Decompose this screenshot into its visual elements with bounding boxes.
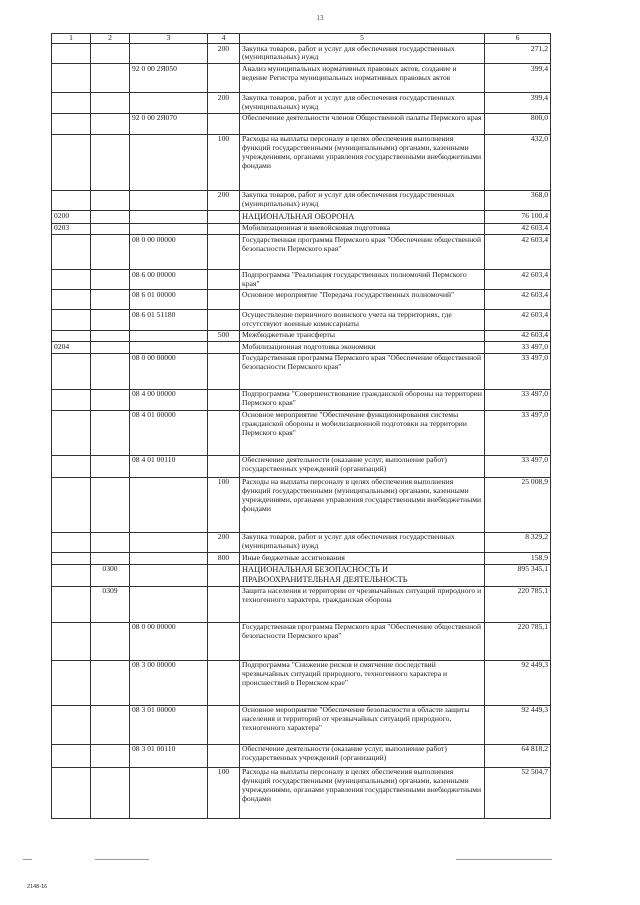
cell-section-code bbox=[52, 586, 91, 622]
cell-expense-type: 500 bbox=[208, 330, 240, 341]
cell-target-code bbox=[130, 532, 208, 552]
cell-expense-type bbox=[208, 270, 240, 290]
table-row bbox=[52, 44, 551, 64]
table-row bbox=[52, 553, 551, 564]
cell-expense-type bbox=[208, 64, 240, 93]
cell-subsection-code bbox=[91, 64, 130, 93]
cell-description: Анализ муниципальных нормативных правовых актов, создание и ведение Регистра муниципальных нормативных правовых актов bbox=[240, 64, 485, 93]
cell-description: Расходы на выплаты персоналу в целях обеспечения выполнения функций государственными (муниципальными) органами, казенными учреждениями, органами управления государственными внебюджетными фондами bbox=[240, 767, 485, 818]
cell-expense-type: 800 bbox=[208, 553, 240, 564]
table-row bbox=[52, 622, 551, 660]
cell-subsection-code bbox=[91, 353, 130, 389]
cell-section-code bbox=[52, 389, 91, 410]
table-row bbox=[52, 705, 551, 744]
budget-table bbox=[51, 33, 551, 819]
cell-subsection-code bbox=[91, 223, 130, 234]
cell-target-code bbox=[130, 211, 208, 223]
cell-section-code bbox=[52, 113, 91, 134]
cell-section-code: 0200 bbox=[52, 211, 91, 223]
cell-amount: 432,0 bbox=[485, 134, 551, 190]
cell-target-code: 08 3 01 00110 bbox=[130, 744, 208, 767]
cell-amount: 42 603,4 bbox=[485, 290, 551, 310]
cell-subsection-code bbox=[91, 235, 130, 270]
cell-section-code bbox=[52, 290, 91, 310]
cell-expense-type bbox=[208, 705, 240, 744]
cell-section-code bbox=[52, 477, 91, 532]
cell-subsection-code bbox=[91, 389, 130, 410]
table-row bbox=[52, 310, 551, 330]
cell-description: Государственная программа Пермского края "Обеспечение общественной безопасности Пермского края" bbox=[240, 235, 485, 270]
table-row bbox=[52, 290, 551, 310]
cell-subsection-code bbox=[91, 477, 130, 532]
cell-amount: 42 603,4 bbox=[485, 235, 551, 270]
cell-subsection-code bbox=[91, 270, 130, 290]
cell-target-code bbox=[130, 342, 208, 353]
cell-target-code bbox=[130, 93, 208, 113]
cell-expense-type bbox=[208, 622, 240, 660]
cell-subsection-code bbox=[91, 44, 130, 64]
cell-section-code bbox=[52, 564, 91, 586]
cell-expense-type bbox=[208, 235, 240, 270]
cell-subsection-code bbox=[91, 93, 130, 113]
cell-expense-type bbox=[208, 113, 240, 134]
cell-target-code: 08 4 01 00000 bbox=[130, 410, 208, 455]
table-row bbox=[52, 564, 551, 586]
cell-target-code: 92 0 00 2Я050 bbox=[130, 64, 208, 93]
cell-target-code: 08 6 01 51180 bbox=[130, 310, 208, 330]
cell-subsection-code bbox=[91, 410, 130, 455]
cell-amount: 800,0 bbox=[485, 113, 551, 134]
cell-subsection-code bbox=[91, 553, 130, 564]
cell-expense-type bbox=[208, 744, 240, 767]
cell-subsection-code bbox=[91, 190, 130, 210]
cell-target-code: 08 4 00 00000 bbox=[130, 389, 208, 410]
table-row bbox=[52, 235, 551, 270]
cell-section-code bbox=[52, 532, 91, 552]
cell-target-code: 08 6 00 00000 bbox=[130, 270, 208, 290]
cell-section-code bbox=[52, 64, 91, 93]
cell-target-code bbox=[130, 223, 208, 234]
cell-section-code bbox=[52, 330, 91, 341]
cell-subsection-code bbox=[91, 113, 130, 134]
cell-description: НАЦИОНАЛЬНАЯ БЕЗОПАСНОСТЬ И ПРАВООХРАНИТЕЛЬНАЯ ДЕЯТЕЛЬНОСТЬ bbox=[240, 564, 485, 586]
cell-target-code bbox=[130, 477, 208, 532]
cell-expense-type bbox=[208, 353, 240, 389]
cell-section-code bbox=[52, 410, 91, 455]
cell-target-code bbox=[130, 586, 208, 622]
cell-expense-type: 200 bbox=[208, 532, 240, 552]
cell-amount: 271,2 bbox=[485, 44, 551, 64]
cell-amount: 33 497,0 bbox=[485, 455, 551, 477]
table-row bbox=[52, 211, 551, 223]
cell-expense-type bbox=[208, 223, 240, 234]
table-body bbox=[52, 44, 551, 819]
table-row bbox=[52, 330, 551, 341]
cell-description: Расходы на выплаты персоналу в целях обеспечения выполнения функций государственными (муниципальными) органами, казенными учреждениями, органами управления государственными внебюджетными фондами bbox=[240, 134, 485, 190]
scan-mark-mid bbox=[95, 859, 149, 860]
cell-target-code bbox=[130, 44, 208, 64]
cell-amount: 399,4 bbox=[485, 64, 551, 93]
cell-amount: 92 449,3 bbox=[485, 705, 551, 744]
cell-section-code bbox=[52, 44, 91, 64]
cell-target-code bbox=[130, 767, 208, 818]
cell-target-code bbox=[130, 190, 208, 210]
cell-description: Государственная программа Пермского края "Обеспечение общественной безопасности Пермского края" bbox=[240, 622, 485, 660]
header-col-3: 3 bbox=[130, 34, 208, 44]
cell-expense-type bbox=[208, 455, 240, 477]
cell-description: Защита населения и территории от чрезвычайных ситуаций природного и техногенного характера, гражданская оборона bbox=[240, 586, 485, 622]
cell-amount: 399,4 bbox=[485, 93, 551, 113]
cell-target-code: 08 0 00 00000 bbox=[130, 622, 208, 660]
cell-target-code: 92 0 00 2Я070 bbox=[130, 113, 208, 134]
cell-section-code bbox=[52, 660, 91, 705]
cell-amount: 52 504,7 bbox=[485, 767, 551, 818]
cell-subsection-code bbox=[91, 660, 130, 705]
cell-section-code bbox=[52, 622, 91, 660]
cell-description: Иные бюджетные ассигнования bbox=[240, 553, 485, 564]
cell-target-code bbox=[130, 564, 208, 586]
header-col-1: 1 bbox=[52, 34, 91, 44]
cell-amount: 64 818,2 bbox=[485, 744, 551, 767]
cell-description: Закупка товаров, работ и услуг для обеспечения государственных (муниципальных) нужд bbox=[240, 190, 485, 210]
cell-amount: 33 497,0 bbox=[485, 353, 551, 389]
table-row bbox=[52, 353, 551, 389]
cell-expense-type bbox=[208, 310, 240, 330]
table-row bbox=[52, 586, 551, 622]
cell-expense-type: 100 bbox=[208, 767, 240, 818]
header-col-6: 6 bbox=[485, 34, 551, 44]
cell-expense-type: 100 bbox=[208, 134, 240, 190]
cell-amount: 220 785,1 bbox=[485, 622, 551, 660]
cell-amount: 33 497,0 bbox=[485, 389, 551, 410]
table-row bbox=[52, 532, 551, 552]
cell-description: Мобилизационная и вневойсковая подготовка bbox=[240, 223, 485, 234]
cell-target-code bbox=[130, 553, 208, 564]
cell-section-code bbox=[52, 744, 91, 767]
table-row bbox=[52, 767, 551, 818]
cell-subsection-code bbox=[91, 622, 130, 660]
table-row bbox=[52, 744, 551, 767]
cell-amount: 42 603,4 bbox=[485, 310, 551, 330]
header-col-5: 5 bbox=[240, 34, 485, 44]
cell-amount: 33 497,0 bbox=[485, 410, 551, 455]
cell-expense-type: 200 bbox=[208, 190, 240, 210]
cell-amount: 42 603,4 bbox=[485, 223, 551, 234]
cell-section-code bbox=[52, 353, 91, 389]
cell-target-code: 08 6 01 00000 bbox=[130, 290, 208, 310]
cell-amount: 220 785,1 bbox=[485, 586, 551, 622]
cell-amount: 76 100,4 bbox=[485, 211, 551, 223]
table-row bbox=[52, 477, 551, 532]
table-row bbox=[52, 389, 551, 410]
cell-section-code bbox=[52, 190, 91, 210]
cell-subsection-code bbox=[91, 134, 130, 190]
cell-amount: 33 497,0 bbox=[485, 342, 551, 353]
cell-expense-type bbox=[208, 586, 240, 622]
cell-description: Закупка товаров, работ и услуг для обеспечения государственных (муниципальных) нужд bbox=[240, 44, 485, 64]
cell-amount: 92 449,3 bbox=[485, 660, 551, 705]
cell-section-code bbox=[52, 455, 91, 477]
scan-mark-left bbox=[23, 859, 32, 860]
table-row bbox=[52, 270, 551, 290]
cell-subsection-code bbox=[91, 342, 130, 353]
cell-description: Основное мероприятие "Обеспечение безопасности в области защиты населения и территорий от чрезвычайных ситуаций природного, техногенного характера" bbox=[240, 705, 485, 744]
cell-description: Обеспечение деятельности (оказание услуг, выполнение работ) государственных учреждений (организаций) bbox=[240, 455, 485, 477]
cell-description: Межбюджетные трансферты bbox=[240, 330, 485, 341]
cell-amount: 42 603,4 bbox=[485, 270, 551, 290]
cell-section-code bbox=[52, 93, 91, 113]
cell-expense-type: 100 bbox=[208, 477, 240, 532]
cell-expense-type bbox=[208, 564, 240, 586]
cell-expense-type: 200 bbox=[208, 44, 240, 64]
cell-target-code: 08 3 01 00000 bbox=[130, 705, 208, 744]
cell-description: Государственная программа Пермского края "Обеспечение общественной безопасности Пермского края" bbox=[240, 353, 485, 389]
cell-expense-type bbox=[208, 290, 240, 310]
cell-section-code bbox=[52, 134, 91, 190]
page-number: 13 bbox=[316, 14, 324, 22]
cell-subsection-code: 0300 bbox=[91, 564, 130, 586]
cell-subsection-code bbox=[91, 744, 130, 767]
cell-target-code bbox=[130, 330, 208, 341]
cell-target-code: 08 4 01 00110 bbox=[130, 455, 208, 477]
table-row bbox=[52, 660, 551, 705]
cell-amount: 368,0 bbox=[485, 190, 551, 210]
table-row bbox=[52, 190, 551, 210]
cell-expense-type: 200 bbox=[208, 93, 240, 113]
cell-section-code: 0203 bbox=[52, 223, 91, 234]
cell-description: Основное мероприятие "Передача государственных полномочий" bbox=[240, 290, 485, 310]
cell-description: Закупка товаров, работ и услуг для обеспечения государственных (муниципальных) нужд bbox=[240, 93, 485, 113]
cell-description: Обеспечение деятельности членов Общественной палаты Пермского края bbox=[240, 113, 485, 134]
cell-description: Мобилизационная подготовка экономики bbox=[240, 342, 485, 353]
cell-expense-type bbox=[208, 389, 240, 410]
cell-section-code bbox=[52, 553, 91, 564]
cell-amount: 8 329,2 bbox=[485, 532, 551, 552]
cell-amount: 158,9 bbox=[485, 553, 551, 564]
table-row bbox=[52, 410, 551, 455]
cell-description: Осуществление первичного воинского учета на территориях, где отсутствуют военные комиссариаты bbox=[240, 310, 485, 330]
document-footer-code: 2148-16 bbox=[27, 884, 48, 890]
cell-expense-type bbox=[208, 660, 240, 705]
cell-subsection-code bbox=[91, 290, 130, 310]
cell-description: Обеспечение деятельности (оказание услуг, выполнение работ) государственных учреждений (организаций) bbox=[240, 744, 485, 767]
table-row bbox=[52, 93, 551, 113]
cell-subsection-code: 0309 bbox=[91, 586, 130, 622]
table-row bbox=[52, 455, 551, 477]
cell-description: Расходы на выплаты персоналу в целях обеспечения выполнения функций государственными (муниципальными) органами, казенными учреждениями, органами управления государственными внебюджетными фондами bbox=[240, 477, 485, 532]
header-row bbox=[52, 34, 551, 44]
cell-amount: 25 008,9 bbox=[485, 477, 551, 532]
header-col-4: 4 bbox=[208, 34, 240, 44]
cell-target-code: 08 3 00 00000 bbox=[130, 660, 208, 705]
cell-subsection-code bbox=[91, 705, 130, 744]
cell-description: Закупка товаров, работ и услуг для обеспечения государственных (муниципальных) нужд bbox=[240, 532, 485, 552]
cell-target-code bbox=[130, 134, 208, 190]
cell-section-code bbox=[52, 310, 91, 330]
cell-amount: 42 603,4 bbox=[485, 330, 551, 341]
scan-mark-right bbox=[456, 859, 552, 860]
cell-description: Подпрограмма "Реализация государственных полномочий Пермского края" bbox=[240, 270, 485, 290]
cell-section-code bbox=[52, 235, 91, 270]
table-header bbox=[52, 34, 551, 44]
table-row bbox=[52, 113, 551, 134]
cell-target-code: 08 0 00 00000 bbox=[130, 353, 208, 389]
cell-target-code: 08 0 00 00000 bbox=[130, 235, 208, 270]
cell-amount: 895 345,1 bbox=[485, 564, 551, 586]
cell-description: НАЦИОНАЛЬНАЯ ОБОРОНА bbox=[240, 211, 485, 223]
cell-subsection-code bbox=[91, 455, 130, 477]
cell-subsection-code bbox=[91, 330, 130, 341]
cell-description: Подпрограмма "Снижение рисков и смягчение последствий чрезвычайных ситуаций природного, техногенного характера и происшествий в Пермском крае" bbox=[240, 660, 485, 705]
cell-subsection-code bbox=[91, 211, 130, 223]
table-row bbox=[52, 223, 551, 234]
cell-description: Подпрограмма "Совершенствование гражданской обороны на территории Пермского края" bbox=[240, 389, 485, 410]
cell-description: Основное мероприятие "Обеспечение функционирования системы гражданской обороны и мобилизационной подготовки на территории Пермского края" bbox=[240, 410, 485, 455]
cell-expense-type bbox=[208, 342, 240, 353]
table-row bbox=[52, 134, 551, 190]
table-row bbox=[52, 64, 551, 93]
cell-section-code: 0204 bbox=[52, 342, 91, 353]
cell-expense-type bbox=[208, 211, 240, 223]
cell-section-code bbox=[52, 270, 91, 290]
cell-expense-type bbox=[208, 410, 240, 455]
cell-section-code bbox=[52, 705, 91, 744]
cell-section-code bbox=[52, 767, 91, 818]
header-col-2: 2 bbox=[91, 34, 130, 44]
cell-subsection-code bbox=[91, 767, 130, 818]
table-row bbox=[52, 342, 551, 353]
cell-subsection-code bbox=[91, 532, 130, 552]
cell-subsection-code bbox=[91, 310, 130, 330]
